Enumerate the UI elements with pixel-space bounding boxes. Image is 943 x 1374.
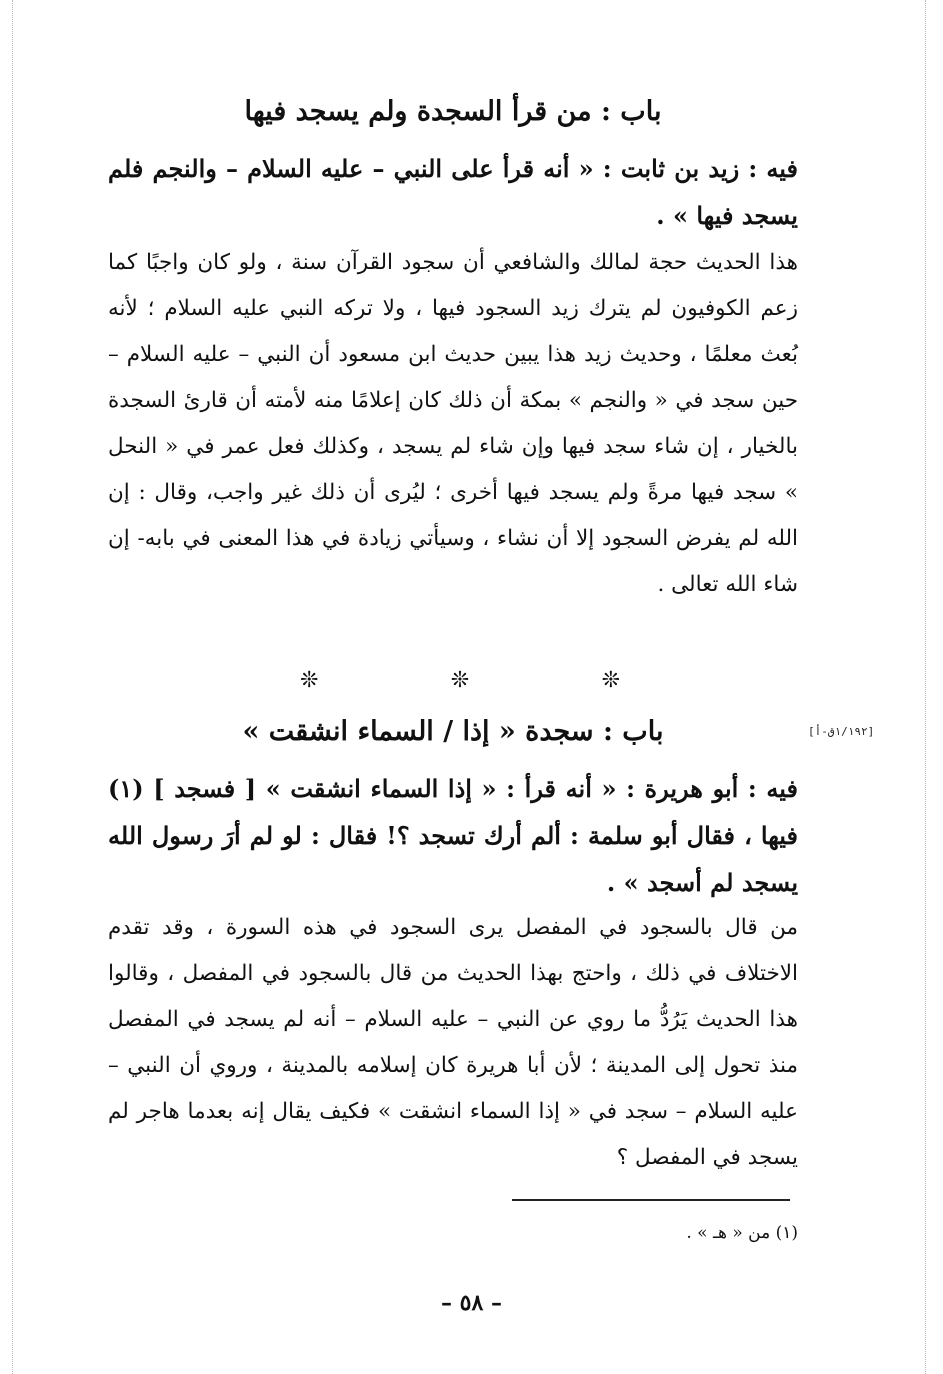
separator-star: ❊	[300, 667, 319, 693]
commentary-text: من قال بالسجود في المفصل يرى السجود في هذه السورة ، وقد تقدم الاختلاف في ذلك ، واحتج بهذا الحديث من قال بالسجود في المفصل ، وقالوا هذا الحديث يَرُدُّ ما روي عن النبي – عليه السلام – أنه لم يسجد في المفصل منذ تحول إلى المدينة ؛ لأن أبا هريرة كان إسلامه بالمدينة ، وروي أن النبي – عليه السلام – سجد في « إذا السماء انشقت » فكيف يقال إنه بعدما هاجر لم يسجد في المفصل ؟	[108, 915, 798, 1170]
separator-star: ❊	[601, 667, 620, 693]
separator-star: ❊	[450, 667, 470, 693]
section-title: باب : من قرأ السجدة ولم يسجد فيها	[244, 96, 662, 127]
scan-edge-left	[12, 0, 13, 1374]
footnote-divider	[512, 1199, 790, 1201]
manuscript-folio-reference: [١/١٩٢ق-أ]	[808, 725, 875, 738]
section-title: باب : سجدة « إذا / السماء انشقت »	[242, 716, 664, 747]
commentary-text: هذا الحديث حجة لمالك والشافعي أن سجود القرآن سنة ، ولو كان واجبًا كما زعم الكوفيون لم يترك زيد السجود فيها ، ولا تركه النبي عليه السلام ؛ لأنه بُعث معلمًا ، وحديث زيد هذا يبين حديث ابن مسعود أن النبي – عليه السلام – حين سجد في « والنجم » بمكة أن ذلك كان إعلامًا منه لأمته أن قارئ السجدة بالخيار ، إن شاء سجد فيها وإن شاء لم يسجد ، وكذلك فعل عمر في « النحل » سجد فيها مرةً ولم يسجد فيها أخرى ؛ ليُرى أن ذلك غير واجب، وقال : إن الله لم يفرض السجود إلا أن نشاء ، وسيأتي زيادة في هذا المعنى في بابه- إن شاء الله تعالى .	[108, 250, 798, 597]
footnote: (١) من « هـ » .	[686, 1223, 798, 1243]
hadith-text: فيه : زيد بن ثابت : « أنه قرأ على النبي – عليه السلام – والنجم فلم يسجد فيها » .	[108, 154, 798, 230]
hadith-text: فيه : أبو هريرة : « أنه قرأ : « إذا السماء انشقت » [ فسجد ] (١) فيها ، فقال أبو سلمة : ألم أرك تسجد ؟! فقال : لو لم أرَ رسول الله يسجد لم أسجد » .	[108, 774, 798, 897]
page-number: – ٥٨ –	[441, 1290, 502, 1316]
scan-edge-right	[925, 0, 926, 1374]
section-separator	[300, 660, 620, 700]
